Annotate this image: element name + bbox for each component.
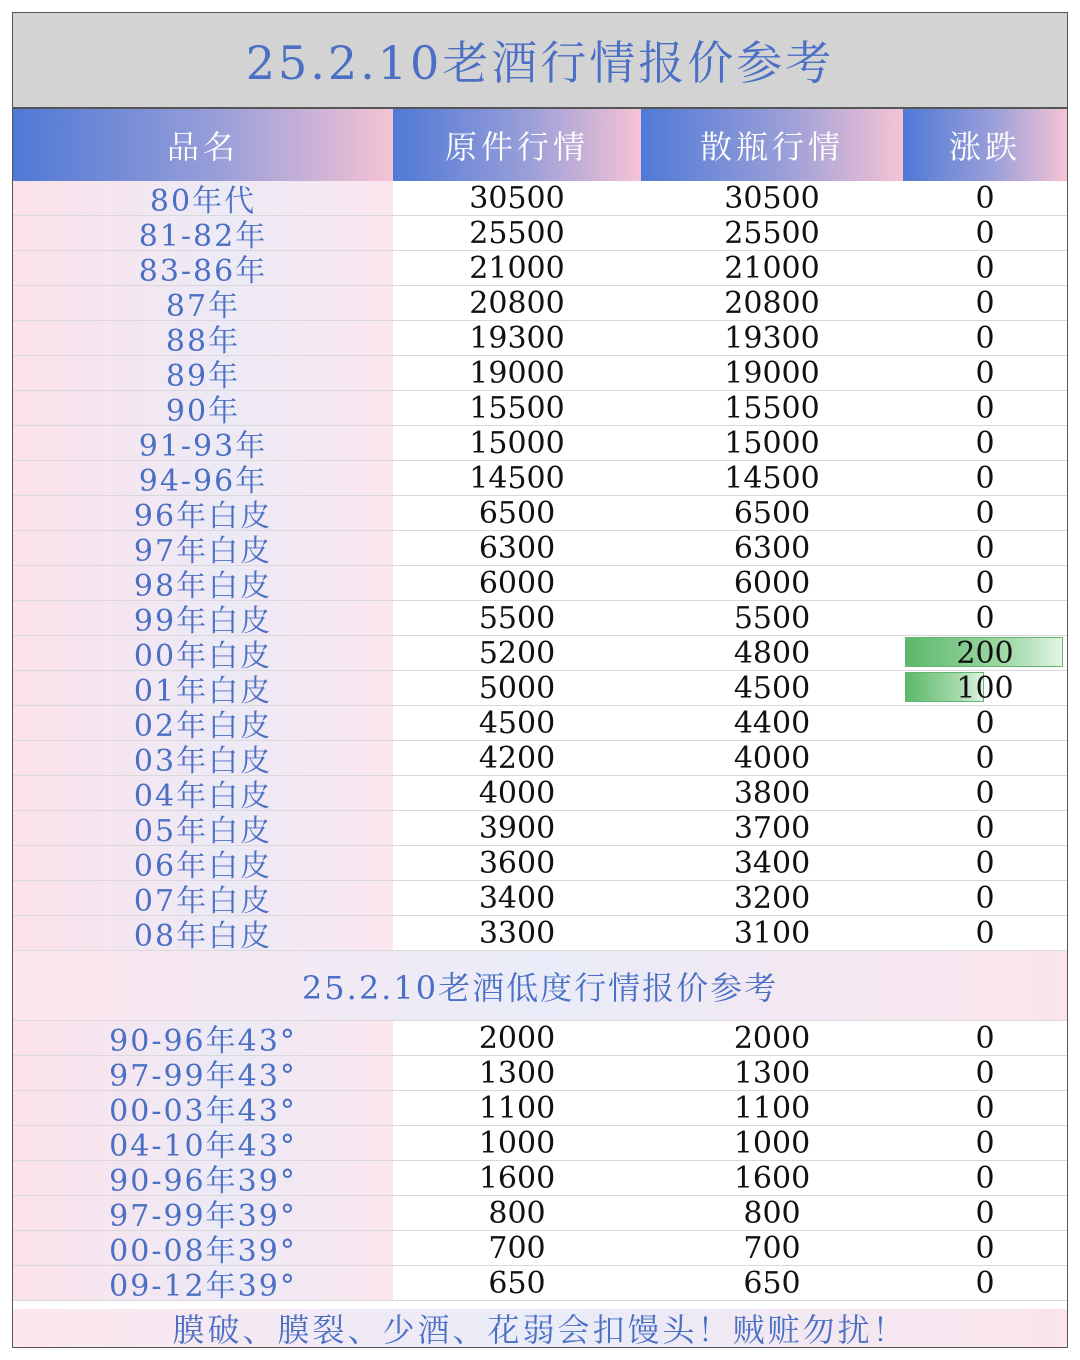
box-price-cell — [393, 846, 641, 880]
loose-price-cell-text: 3100 — [733, 915, 811, 951]
box-price-cell-text: 2000 — [478, 1020, 556, 1056]
product-name-cell-text: 97年白皮 — [133, 534, 273, 569]
box-price-cell-text: 650 — [488, 1265, 546, 1301]
product-name-cell-text: 98年白皮 — [133, 569, 273, 604]
change-cell — [903, 216, 1067, 250]
product-name-cell — [13, 181, 393, 219]
loose-price-cell-text: 4500 — [733, 670, 811, 706]
loose-price-cell-text: 1100 — [733, 1090, 811, 1126]
box-price-cell — [393, 496, 641, 530]
loose-price-cell-text: 30500 — [724, 180, 820, 216]
loose-price-cell — [641, 321, 903, 355]
change-cell-text: 0 — [975, 1020, 995, 1056]
product-name-cell — [13, 811, 393, 849]
table-row — [13, 1265, 1067, 1304]
change-cell — [903, 741, 1067, 775]
change-cell-text: 0 — [975, 180, 995, 216]
loose-price-cell — [641, 426, 903, 460]
change-cell-text: 0 — [975, 845, 995, 881]
change-cell-text: 0 — [975, 530, 995, 566]
box-price-cell — [393, 286, 641, 320]
product-name-cell — [13, 1021, 393, 1059]
box-price-cell-text: 5500 — [478, 600, 556, 636]
change-cell — [903, 531, 1067, 565]
box-price-cell-text: 21000 — [469, 250, 565, 286]
change-cell — [903, 776, 1067, 810]
product-name-cell — [13, 1231, 393, 1269]
box-price-cell-text: 800 — [488, 1195, 546, 1231]
box-price-cell — [393, 741, 641, 775]
product-name-cell-text: 80年代 — [149, 184, 257, 219]
product-name-cell-text: 08年白皮 — [133, 919, 273, 954]
loose-price-cell-text: 21000 — [724, 250, 820, 286]
loose-price-cell — [641, 1196, 903, 1230]
box-price-cell-text: 3600 — [478, 845, 556, 881]
header-box-price: 原件行情 — [393, 109, 641, 181]
change-cell-text: 0 — [975, 740, 995, 776]
product-name-cell — [13, 706, 393, 744]
box-price-cell — [393, 1231, 641, 1265]
product-name-cell-text: 02年白皮 — [133, 709, 273, 744]
box-price-cell-text: 14500 — [469, 460, 565, 496]
loose-price-cell — [641, 916, 903, 950]
loose-price-cell-text: 3700 — [733, 810, 811, 846]
product-name-cell — [13, 1266, 393, 1304]
change-cell — [903, 1056, 1067, 1090]
loose-price-cell-text: 800 — [743, 1195, 801, 1231]
loose-price-cell — [641, 1091, 903, 1125]
product-name-cell-text: 94-96年 — [138, 464, 268, 499]
footer-note: 膜破、膜裂、少酒、花弱会扣馒头！贼赃勿扰！ — [13, 1309, 1067, 1347]
box-price-cell — [393, 1021, 641, 1055]
change-cell-text: 0 — [975, 250, 995, 286]
box-price-cell — [393, 811, 641, 845]
product-name-cell — [13, 391, 393, 429]
product-name-cell-text: 89年 — [165, 359, 241, 394]
box-price-cell — [393, 461, 641, 495]
box-price-cell-text: 1600 — [478, 1160, 556, 1196]
loose-price-cell-text: 3400 — [733, 845, 811, 881]
box-price-cell — [393, 1091, 641, 1125]
change-cell — [903, 671, 1067, 705]
loose-price-cell-text: 25500 — [724, 215, 820, 251]
loose-price-cell-text: 4000 — [733, 740, 811, 776]
box-price-cell — [393, 1056, 641, 1090]
change-cell-text: 0 — [975, 355, 995, 391]
product-name-cell — [13, 881, 393, 919]
box-price-cell — [393, 531, 641, 565]
loose-price-cell — [641, 496, 903, 530]
sheet-title: 25.2.10老酒行情报价参考 — [13, 13, 1067, 109]
product-name-cell-text: 90年 — [165, 394, 241, 429]
loose-price-cell-text: 15500 — [724, 390, 820, 426]
change-cell — [903, 461, 1067, 495]
change-cell-text: 0 — [975, 1125, 995, 1161]
box-price-cell — [393, 601, 641, 635]
low-table-body — [13, 1020, 1067, 1304]
change-cell-text: 0 — [975, 390, 995, 426]
change-cell — [903, 356, 1067, 390]
box-price-cell — [393, 881, 641, 915]
loose-price-cell — [641, 1266, 903, 1300]
change-cell — [903, 566, 1067, 600]
product-name-cell — [13, 776, 393, 814]
box-price-cell-text: 25500 — [469, 215, 565, 251]
box-price-cell-text: 15500 — [469, 390, 565, 426]
change-cell — [903, 1231, 1067, 1265]
box-price-cell-text: 4000 — [478, 775, 556, 811]
change-cell-text: 0 — [975, 1055, 995, 1091]
product-name-cell-text: 97-99年39° — [109, 1199, 297, 1234]
product-name-cell-text: 03年白皮 — [133, 744, 273, 779]
loose-price-cell-text: 14500 — [724, 460, 820, 496]
loose-price-cell-text: 15000 — [724, 425, 820, 461]
loose-price-cell — [641, 601, 903, 635]
box-price-cell-text: 15000 — [469, 425, 565, 461]
box-price-cell-text: 6500 — [478, 495, 556, 531]
box-price-cell-text: 1100 — [478, 1090, 556, 1126]
change-cell-text: 0 — [975, 1160, 995, 1196]
loose-price-cell-text: 5500 — [733, 600, 811, 636]
product-name-cell-text: 97-99年43° — [109, 1059, 297, 1094]
loose-price-cell-text: 19000 — [724, 355, 820, 391]
box-price-cell — [393, 216, 641, 250]
loose-price-cell — [641, 286, 903, 320]
product-name-cell-text: 91-93年 — [138, 429, 268, 464]
box-price-cell — [393, 916, 641, 950]
product-name-cell — [13, 1196, 393, 1234]
header-change: 涨跌 — [903, 109, 1067, 181]
box-price-cell — [393, 636, 641, 670]
product-name-cell-text: 96年白皮 — [133, 499, 273, 534]
loose-price-cell — [641, 706, 903, 740]
box-price-cell — [393, 776, 641, 810]
box-price-cell-text: 3300 — [478, 915, 556, 951]
change-cell — [903, 1126, 1067, 1160]
change-cell — [903, 1021, 1067, 1055]
change-cell — [903, 1091, 1067, 1125]
header-loose-price: 散瓶行情 — [641, 109, 903, 181]
box-price-cell-text: 6000 — [478, 565, 556, 601]
change-cell-text: 0 — [975, 705, 995, 741]
change-cell — [903, 636, 1067, 670]
product-name-cell — [13, 1091, 393, 1129]
change-cell-text: 0 — [975, 215, 995, 251]
change-cell-text: 0 — [975, 285, 995, 321]
product-name-cell-text: 05年白皮 — [133, 814, 273, 849]
change-cell-text: 0 — [975, 1265, 995, 1301]
change-cell-text: 0 — [975, 1195, 995, 1231]
low-section-title: 25.2.10老酒低度行情报价参考 — [13, 951, 1067, 1021]
change-cell — [903, 286, 1067, 320]
box-price-cell-text: 700 — [488, 1230, 546, 1266]
loose-price-cell — [641, 1231, 903, 1265]
loose-price-cell-text: 6500 — [733, 495, 811, 531]
change-cell-text: 0 — [975, 565, 995, 601]
table-row — [13, 915, 1067, 954]
product-name-cell — [13, 636, 393, 674]
loose-price-cell — [641, 1056, 903, 1090]
product-name-cell — [13, 496, 393, 534]
product-name-cell — [13, 671, 393, 709]
product-name-cell-text: 83-86年 — [138, 254, 268, 289]
loose-price-cell — [641, 671, 903, 705]
loose-price-cell-text: 20800 — [724, 285, 820, 321]
product-name-cell-text: 00-03年43° — [109, 1094, 297, 1129]
product-name-cell — [13, 741, 393, 779]
loose-price-cell — [641, 251, 903, 285]
loose-price-cell-text: 1600 — [733, 1160, 811, 1196]
loose-price-cell — [641, 1161, 903, 1195]
box-price-cell — [393, 391, 641, 425]
product-name-cell-text: 99年白皮 — [133, 604, 273, 639]
box-price-cell — [393, 181, 641, 215]
product-name-cell-text: 07年白皮 — [133, 884, 273, 919]
loose-price-cell — [641, 776, 903, 810]
loose-price-cell — [641, 391, 903, 425]
price-sheet — [12, 12, 1068, 1348]
product-name-cell-text: 87年 — [165, 289, 241, 324]
box-price-cell — [393, 356, 641, 390]
box-price-cell-text: 1000 — [478, 1125, 556, 1161]
loose-price-cell — [641, 636, 903, 670]
product-name-cell-text: 04年白皮 — [133, 779, 273, 814]
loose-price-cell — [641, 1126, 903, 1160]
box-price-cell-text: 4500 — [478, 705, 556, 741]
product-name-cell — [13, 286, 393, 324]
change-cell — [903, 811, 1067, 845]
product-name-cell-text: 01年白皮 — [133, 674, 273, 709]
box-price-cell — [393, 251, 641, 285]
box-price-cell — [393, 1126, 641, 1160]
product-name-cell-text: 00年白皮 — [133, 639, 273, 674]
loose-price-cell-text: 1300 — [733, 1055, 811, 1091]
box-price-cell-text: 19000 — [469, 355, 565, 391]
change-cell — [903, 321, 1067, 355]
loose-price-cell-text: 2000 — [733, 1020, 811, 1056]
product-name-cell — [13, 1126, 393, 1164]
change-cell — [903, 1266, 1067, 1300]
box-price-cell-text: 4200 — [478, 740, 556, 776]
change-cell-text: 0 — [975, 810, 995, 846]
loose-price-cell — [641, 216, 903, 250]
change-cell-text: 0 — [975, 460, 995, 496]
change-cell — [903, 251, 1067, 285]
product-name-cell — [13, 216, 393, 254]
change-cell — [903, 391, 1067, 425]
loose-price-cell-text: 6300 — [733, 530, 811, 566]
product-name-cell-text: 00-08年39° — [109, 1234, 297, 1269]
change-cell — [903, 601, 1067, 635]
box-price-cell — [393, 1266, 641, 1300]
change-cell-text: 0 — [975, 600, 995, 636]
box-price-cell-text: 19300 — [469, 320, 565, 356]
box-price-cell — [393, 1196, 641, 1230]
loose-price-cell — [641, 811, 903, 845]
change-cell-text: 0 — [975, 1090, 995, 1126]
box-price-cell-text: 3900 — [478, 810, 556, 846]
change-cell — [903, 706, 1067, 740]
change-cell — [903, 916, 1067, 950]
loose-price-cell — [641, 181, 903, 215]
change-cell-text: 100 — [956, 670, 1014, 706]
product-name-cell-text: 06年白皮 — [133, 849, 273, 884]
box-price-cell-text: 5200 — [478, 635, 556, 671]
loose-price-cell-text: 1000 — [733, 1125, 811, 1161]
loose-price-cell — [641, 356, 903, 390]
box-price-cell-text: 20800 — [469, 285, 565, 321]
loose-price-cell-text: 19300 — [724, 320, 820, 356]
loose-price-cell-text: 4400 — [733, 705, 811, 741]
loose-price-cell-text: 700 — [743, 1230, 801, 1266]
change-cell-text: 0 — [975, 915, 995, 951]
box-price-cell — [393, 671, 641, 705]
box-price-cell — [393, 1161, 641, 1195]
box-price-cell-text: 6300 — [478, 530, 556, 566]
loose-price-cell-text: 650 — [743, 1265, 801, 1301]
product-name-cell — [13, 1056, 393, 1094]
loose-price-cell — [641, 566, 903, 600]
product-name-cell-text: 81-82年 — [138, 219, 268, 254]
change-cell — [903, 1161, 1067, 1195]
loose-price-cell — [641, 846, 903, 880]
product-name-cell-text: 90-96年43° — [109, 1024, 297, 1059]
loose-price-cell-text: 3800 — [733, 775, 811, 811]
change-cell — [903, 181, 1067, 215]
box-price-cell-text: 1300 — [478, 1055, 556, 1091]
change-cell-text: 0 — [975, 880, 995, 916]
header-name: 品名 — [13, 109, 393, 181]
box-price-cell — [393, 426, 641, 460]
product-name-cell-text: 09-12年39° — [109, 1269, 297, 1304]
change-cell — [903, 1196, 1067, 1230]
change-cell-text: 0 — [975, 320, 995, 356]
loose-price-cell — [641, 531, 903, 565]
product-name-cell — [13, 356, 393, 394]
loose-price-cell-text: 3200 — [733, 880, 811, 916]
product-name-cell-text: 90-96年39° — [109, 1164, 297, 1199]
product-name-cell-text: 88年 — [165, 324, 241, 359]
change-cell-text: 0 — [975, 1230, 995, 1266]
product-name-cell — [13, 1161, 393, 1199]
product-name-cell — [13, 846, 393, 884]
product-name-cell — [13, 321, 393, 359]
change-cell — [903, 496, 1067, 530]
box-price-cell-text: 3400 — [478, 880, 556, 916]
product-name-cell — [13, 531, 393, 569]
loose-price-cell — [641, 1021, 903, 1055]
product-name-cell — [13, 426, 393, 464]
change-cell-text: 0 — [975, 775, 995, 811]
change-cell-text: 0 — [975, 495, 995, 531]
box-price-cell-text: 30500 — [469, 180, 565, 216]
product-name-cell — [13, 601, 393, 639]
table-header — [13, 109, 1067, 181]
change-cell-text: 200 — [956, 635, 1014, 671]
box-price-cell-text: 5000 — [478, 670, 556, 706]
main-table-body — [13, 180, 1067, 954]
box-price-cell — [393, 566, 641, 600]
loose-price-cell — [641, 741, 903, 775]
change-cell — [903, 881, 1067, 915]
product-name-cell — [13, 916, 393, 954]
product-name-cell — [13, 461, 393, 499]
loose-price-cell — [641, 461, 903, 495]
loose-price-cell — [641, 881, 903, 915]
loose-price-cell-text: 4800 — [733, 635, 811, 671]
product-name-cell — [13, 251, 393, 289]
loose-price-cell-text: 6000 — [733, 565, 811, 601]
change-cell — [903, 846, 1067, 880]
change-cell — [903, 426, 1067, 460]
change-cell-text: 0 — [975, 425, 995, 461]
box-price-cell — [393, 706, 641, 740]
product-name-cell-text: 04-10年43° — [109, 1129, 297, 1164]
product-name-cell — [13, 566, 393, 604]
box-price-cell — [393, 321, 641, 355]
